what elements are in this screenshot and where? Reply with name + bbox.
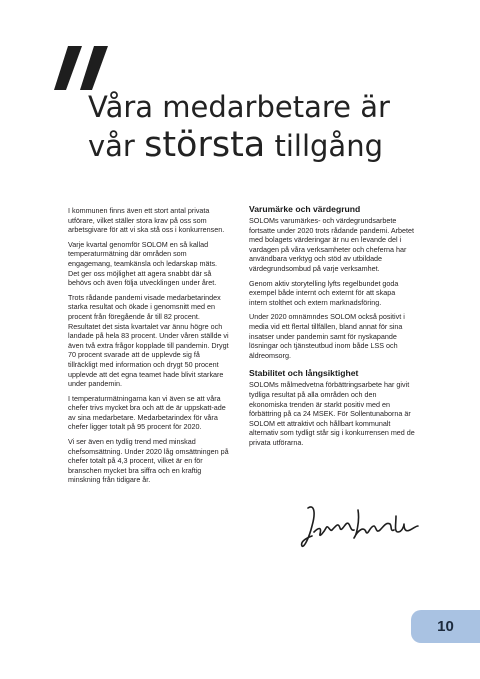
section-heading-varumarke: Varumärke och värdegrund [249, 204, 361, 214]
left-column [68, 206, 230, 490]
page-title [88, 88, 448, 165]
paragraph: I kommunen finns även ett stort antal privata utförare, vilket ställer stora krav på oss som arbetsgivare för att vi ska stå oss i konkurrensen. [68, 206, 225, 235]
right-column [249, 204, 415, 452]
page-number-tab [411, 610, 480, 643]
paragraph: Vi ser även en tydlig trend med minskad chefsomsättning. Under 2020 låg omsättningen på chefer totalt på 4,3 procent, vilket är en för branschen mycket bra siffra och en kraftig minskning från tidigare år. [68, 437, 229, 485]
paragraph: Genom aktiv storytelling lyfts regelbundet goda exempel både internt och externt för att skapa intern stolthet och extern marknadsföring. [249, 278, 399, 307]
headline-line-2 [88, 126, 448, 165]
paragraph: Trots rådande pandemi visade medarbetarindex starka resultat och ökade i genomsnitt med en procent från föregående år till 82 procent. Resultatet det sista kvartalet var ännu högre och landade på hela 83 procent. Under våren ställde vi även två extra frågor kopplade till pandemin. Drygt 70 procent svarade att de upplevde sig få tillräckligt med information och drygt 50 procent upplevde att det egna teamet hade blivit starkare under pandemin. [68, 292, 229, 389]
headline-line-1: Våra medarbetare är [88, 90, 390, 124]
paragraph: SOLOMs målmedvetna förbättringsarbete har givit tydliga resultat på alla områden och den ekonomiska trenden är starkt positiv med en förbättring på ca 24 MSEK. För Sollentunaborna är SOLOM ett attraktivt och hållbart kommunalt alternativ som tydligt står sig i konkurrensen med de privata utförarna. [249, 380, 415, 447]
headline-word-storsta: största [144, 125, 266, 165]
paragraph: Varje kvartal genomför SOLOM en så kallad temperaturmätning där områden som engagemang, teamkänsla och ledarskap mäts. Det ger oss möjlighet att agera snabbt där så behövs och även följa utvecklingen under året. [68, 239, 218, 288]
page-number: 10 [437, 618, 454, 635]
section-heading-stabilitet: Stabilitet och långsiktighet [249, 368, 359, 379]
paragraph: SOLOMs varumärkes- och värdegrundsarbete fortsatte under 2020 trots rådande pandemi. Arbetet med bolagets värderingar är nu en levande del i vardagen på våra verksamheter och cheferna har användbara verktyg och stöd av utbildade värdegrundsombud på varje verksamhet. [249, 216, 415, 273]
paragraph: I temperaturmätningarna kan vi även se att våra chefer trivs mycket bra och att de är uppskatt-ade av sina medarbetare. Medarbetarindex för våra chefer ligger totalt på 95 procent för 2020. [68, 393, 226, 432]
headline-word-var: vår [88, 129, 145, 163]
paragraph: Under 2020 omnämndes SOLOM också positivt i media vid ett flertal tillfällen, bland annat för sina insatser under pandemin samt för nyskapande lösningar och tjänsteutbud inom både LSS och äldreomsorg. [249, 312, 405, 360]
quote-mark-icon [52, 44, 112, 92]
signature-image [300, 502, 420, 554]
headline-word-tillgang: tillgång [265, 129, 383, 163]
